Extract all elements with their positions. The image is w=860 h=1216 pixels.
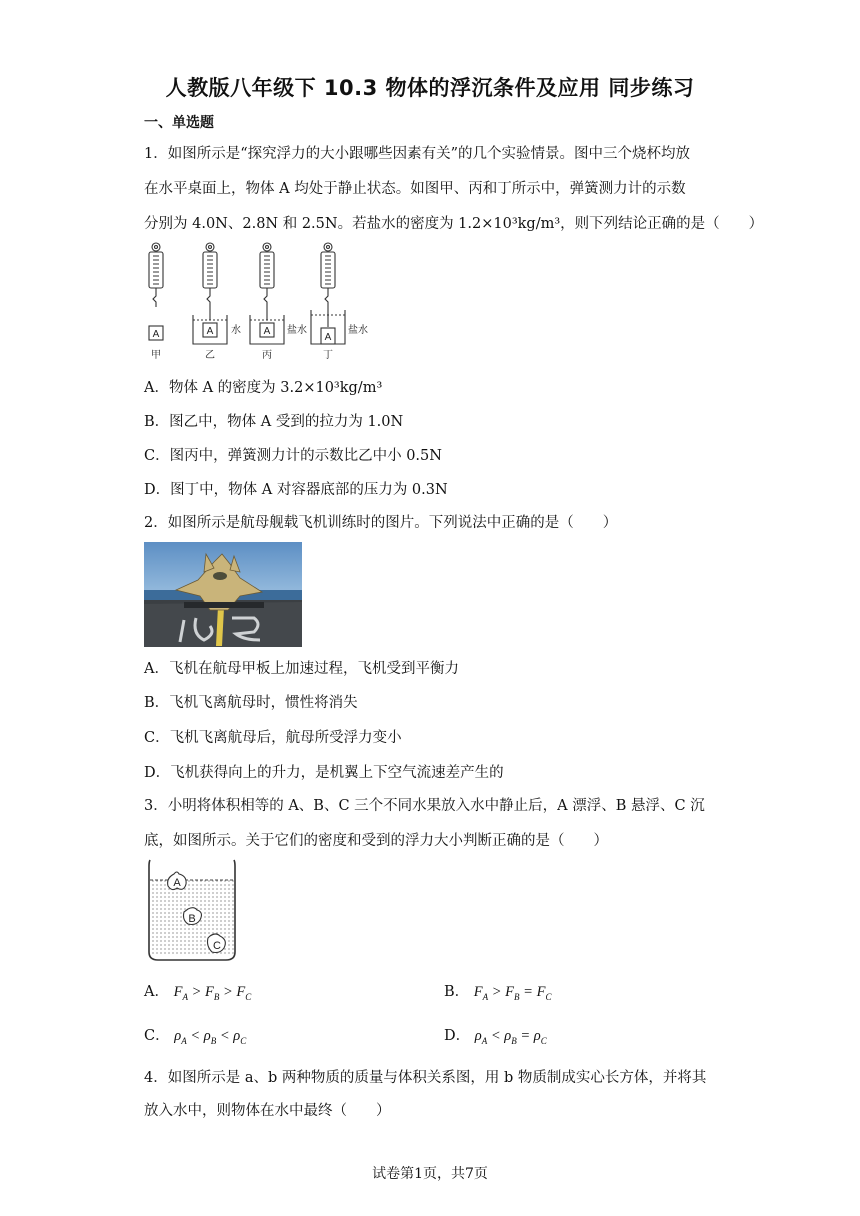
q3-option-a xyxy=(144,980,251,1002)
option-letter: D． xyxy=(444,1028,471,1044)
section-heading: 一、单选题 xyxy=(144,115,214,131)
page-title: 人教版八年级下 10.3 物体的浮沉条件及应用 同步练习 xyxy=(165,76,695,100)
fruit-label-a: A xyxy=(173,877,181,889)
q1-option-d: D．图丁中，物体 A 对容器底部的压力为 0.3N xyxy=(144,482,448,498)
q1-line-1: 1．如图所示是“探究浮力的大小跟哪些因素有关”的几个实验情景。图中三个烧杯均放 xyxy=(144,146,691,162)
liquid-label-water: 水 xyxy=(231,325,241,336)
liquid-label-brine-2: 盐水 xyxy=(348,325,368,336)
block-label-3: A xyxy=(263,326,271,337)
block-label-2: A xyxy=(206,326,214,337)
q3-option-d-expr: $\rho_A < \rho_B = \rho_C$ xyxy=(474,1028,547,1046)
q1-line-3: 分别为 4.0N、2.8N 和 2.5N。若盐水的密度为 1.2×10³kg/m³，则下列结论正确的是（ ） xyxy=(144,216,764,232)
q3-option-a-expr: $F_A > F_B > F_C$ xyxy=(173,984,252,1002)
liquid-label-brine-1: 盐水 xyxy=(287,325,307,336)
q2-option-b: B．飞机飞离航母时，惯性将消失 xyxy=(144,695,358,711)
q3-option-c xyxy=(144,1024,246,1046)
q2-stem: 2．如图所示是航母舰载飞机训练时的图片。下列说法中正确的是（ ） xyxy=(144,515,618,531)
q3-option-b-expr: $F_A > F_B = F_C$ xyxy=(473,984,552,1002)
fruit-label-b: B xyxy=(188,913,196,925)
option-letter: A． xyxy=(144,984,169,1000)
spring-scale-figure xyxy=(144,240,374,365)
q2-option-d: D．飞机获得向上的升力，是机翼上下空气流速差产生的 xyxy=(144,765,504,781)
carrier-jet-photo xyxy=(144,542,302,647)
spring-scale-4 xyxy=(311,243,345,344)
figure-label-yi: 乙 xyxy=(205,350,215,361)
spring-scale-1 xyxy=(149,243,163,340)
block-label-1: A xyxy=(152,329,160,340)
figure-label-jia: 甲 xyxy=(151,350,161,361)
q2-option-c: C．飞机飞离航母后，航母所受浮力变小 xyxy=(144,730,402,746)
block-label-4: A xyxy=(324,332,332,343)
q1-option-a: A．物体 A 的密度为 3.2×10³kg/m³ xyxy=(144,380,383,396)
q3-option-c-expr: $\rho_A < \rho_B < \rho_C$ xyxy=(174,1028,247,1046)
q3-line-2: 底，如图所示。关于它们的密度和受到的浮力大小判断正确的是（ ） xyxy=(144,833,608,849)
page-footer: 试卷第1页，共7页 xyxy=(372,1166,488,1182)
figure-label-bing: 丙 xyxy=(262,350,272,361)
fruit-beaker-figure xyxy=(144,856,240,964)
q3-option-b xyxy=(444,980,551,1002)
fruit-label-c: C xyxy=(213,940,221,952)
q4-line-2: 放入水中，则物体在水中最终（ ） xyxy=(144,1103,391,1119)
figure-label-ding: 丁 xyxy=(323,350,333,361)
q1-option-c: C．图丙中，弹簧测力计的示数比乙中小 0.5N xyxy=(144,448,442,464)
q1-line-2: 在水平桌面上，物体 A 均处于静止状态。如图甲、丙和丁所示中，弹簧测力计的示数 xyxy=(144,181,686,197)
option-letter: C． xyxy=(144,1028,170,1044)
q3-option-d xyxy=(444,1024,547,1046)
q4-line-1: 4．如图所示是 a、b 两种物质的质量与体积关系图，用 b 物质制成实心长方体，并将其 xyxy=(144,1070,707,1086)
q3-line-1: 3．小明将体积相等的 A、B、C 三个不同水果放入水中静止后，A 漂浮、B 悬浮、C 沉 xyxy=(144,798,705,814)
q1-option-b: B．图乙中，物体 A 受到的拉力为 1.0N xyxy=(144,414,404,430)
option-letter: B． xyxy=(444,984,470,1000)
q2-option-a: A．飞机在航母甲板上加速过程，飞机受到平衡力 xyxy=(144,661,459,677)
